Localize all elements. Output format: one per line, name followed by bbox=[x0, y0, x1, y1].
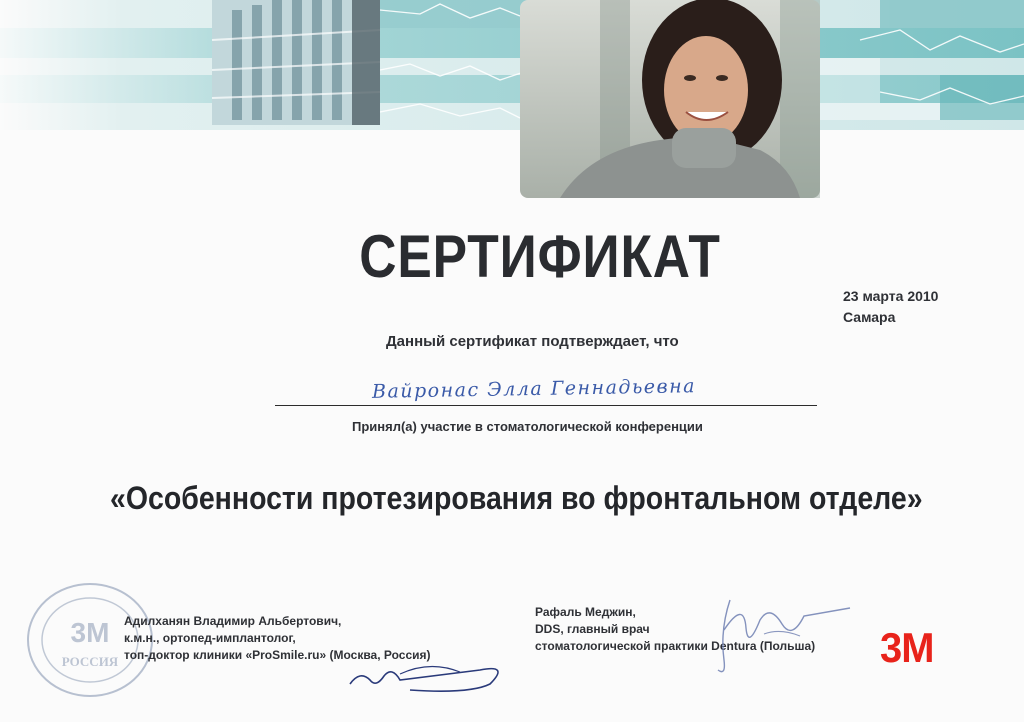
participation-text: Принял(а) участие в стоматологической конференции bbox=[352, 419, 703, 434]
signatory-2-name: Рафаль Меджин, bbox=[535, 605, 636, 619]
stamp-bottom-text: РОССИЯ bbox=[61, 654, 119, 669]
confirmation-text: Данный сертификат подтверждает, что bbox=[386, 333, 679, 350]
signatory-2-title: DDS, главный врач bbox=[535, 622, 650, 636]
header-banner bbox=[0, 0, 1024, 200]
signatory-1-title: к.м.н., ортопед-имплантолог, bbox=[124, 631, 296, 645]
recipient-name: Вайронас Элла Геннадьевна bbox=[371, 375, 697, 403]
name-underline bbox=[275, 405, 817, 406]
certificate-title: СЕРТИФИКАТ bbox=[359, 223, 721, 290]
brand-logo: 3M bbox=[880, 624, 934, 671]
signatory-2-clinic: стоматологической практики Dentura (Польша) bbox=[535, 639, 816, 653]
signature-2 bbox=[700, 580, 860, 680]
signatory-1-name: Адилханян Владимир Альбертович, bbox=[124, 614, 342, 628]
certificate-city: Самара bbox=[843, 309, 896, 325]
stamp-center-text: 3M bbox=[70, 617, 110, 648]
date-location bbox=[843, 286, 938, 328]
signatory-1-clinic: топ-доктор клиники «ProSmile.ru» (Москва, Россия) bbox=[124, 648, 431, 662]
certificate-date: 23 марта 2010 bbox=[843, 288, 939, 304]
conference-topic: «Особенности протезирования во фронтальном отделе» bbox=[110, 480, 923, 516]
signature-1 bbox=[340, 650, 520, 700]
